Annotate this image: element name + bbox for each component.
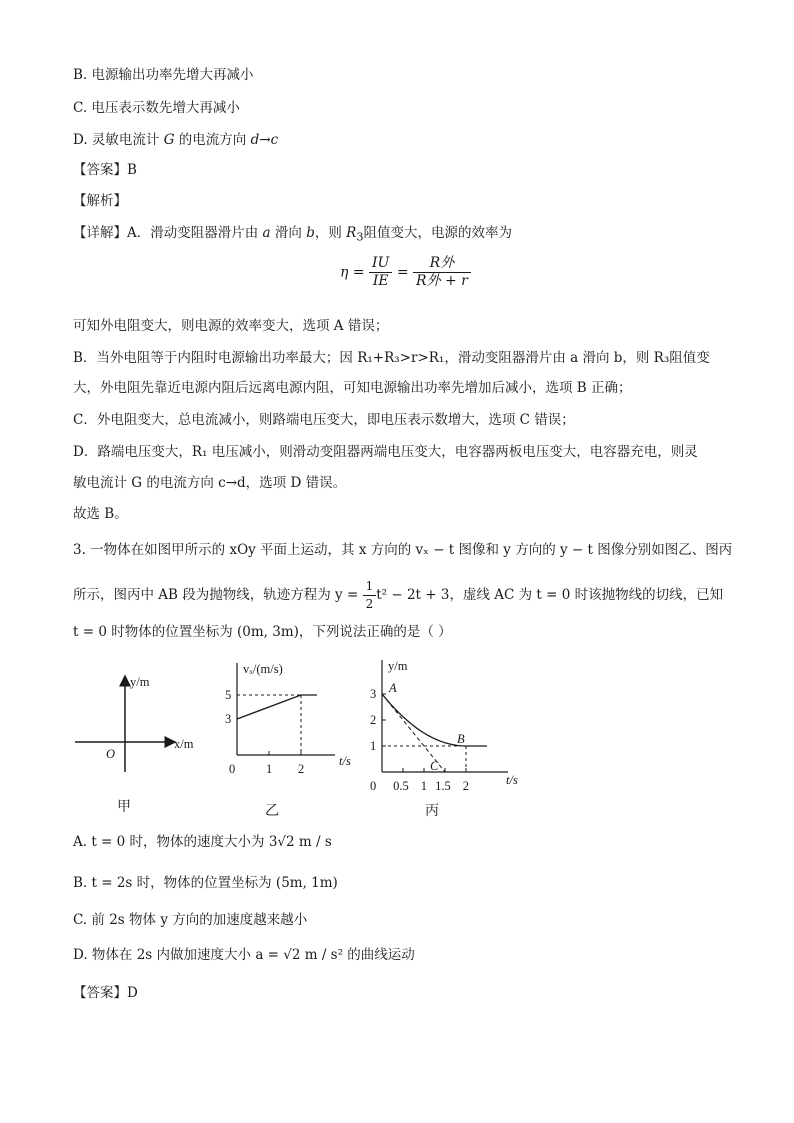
- detail-line-8: 故选 B。: [73, 506, 128, 522]
- y-tick-label: 2: [370, 713, 377, 727]
- analysis-label: 【解析】: [73, 193, 127, 209]
- x-axis-label: t/s: [506, 773, 518, 787]
- x-tick-label: 1.5: [435, 779, 451, 793]
- q3-stem-2: [73, 578, 723, 613]
- frac-numerator: IU: [369, 255, 392, 273]
- x-tick-label: 1: [420, 779, 427, 793]
- figure-bing: [360, 650, 530, 795]
- q3-stem-3: t = 0 时物体的位置坐标为 (0m, 3m)，下列说法正确的是（ ）: [73, 624, 452, 640]
- detail-line-2: 可知外电阻变大，则电源的效率变大，选项 A 错误；: [73, 318, 389, 334]
- y-axis-label: y/m: [388, 659, 408, 673]
- q3-option-b: B. t = 2s 时，物体的位置坐标为 (5m, 1m): [73, 875, 338, 891]
- fraction-iu-ie: [369, 255, 392, 290]
- point-c-label: C: [430, 759, 439, 773]
- frac-numerator: R外: [413, 255, 471, 273]
- caption-bing: 丙: [425, 803, 439, 819]
- y-tick-label: 1: [370, 739, 377, 753]
- point-b-label: B: [457, 732, 465, 746]
- y-tick-label: 3: [370, 687, 377, 701]
- ab-parabola: [382, 694, 487, 746]
- x-tick-label: 2: [462, 779, 469, 793]
- equals-sign: =: [352, 264, 365, 281]
- figure-jia: [70, 668, 210, 788]
- eta-symbol: η: [340, 264, 349, 281]
- caption-jia: 甲: [117, 799, 131, 815]
- caption-yi: 乙: [265, 803, 279, 819]
- x-axis-label: x/m: [174, 737, 194, 751]
- q3-answer-label: 【答案】D: [73, 985, 138, 1001]
- var-b: b: [306, 225, 315, 241]
- point-a-label: A: [389, 681, 397, 695]
- y-tick-label: 5: [225, 688, 232, 702]
- detail-text: 滑向: [270, 225, 307, 241]
- detail-text: 阻值变大，电源的效率为: [363, 225, 512, 241]
- var-r: R: [346, 225, 357, 241]
- detail-line-1: [73, 223, 512, 248]
- detail-line-7: 敏电流计 G 的电流方向 c→d，选项 D 错误。: [73, 475, 347, 491]
- option-c: C. 电压表示数先增大再减小: [73, 100, 240, 116]
- q3-stem-1: 3. 一物体在如图甲所示的 xOy 平面上运动，其 x 方向的 vₓ − t 图像和 y 方向的 y − t 图像分别如图乙、图丙: [73, 542, 733, 558]
- figure-yi: [215, 655, 365, 790]
- detail-line-3: B．当外电阻等于内阻时电源输出功率最大；因 R₁+R₃>r>R₁，滑动变阻器滑片由 a 滑向 b，则 R₃阻值变: [73, 350, 710, 366]
- x-tick-label: 0.5: [393, 779, 409, 793]
- x-tick-label: 1: [266, 762, 273, 776]
- subscript: 3: [356, 230, 364, 244]
- detail-line-5: C．外电阻变大，总电流减小，则路端电压变大，即电压表示数增大，选项 C 错误；: [73, 412, 575, 428]
- stem-text: 所示，图丙中 AB 段为抛物线，轨迹方程为 y =: [73, 587, 363, 603]
- option-d-prefix: D. 灵敏电流计: [73, 132, 164, 148]
- q3-option-a: A. t = 0 时，物体的速度大小为 3√2 m / s: [73, 834, 332, 850]
- answer-label: 【答案】B: [73, 162, 137, 178]
- x-tick-label: 0: [229, 762, 236, 776]
- y-axis-label: vₓ/(m/s): [243, 662, 283, 676]
- option-d: [73, 130, 278, 150]
- efficiency-formula: [340, 255, 471, 290]
- frac-denominator: R外 + r: [416, 273, 468, 289]
- q3-option-d: D. 物体在 2s 内做加速度大小 a = √2 m / s² 的曲线运动: [73, 947, 415, 963]
- q3-option-c: C. 前 2s 物体 y 方向的加速度越来越小: [73, 912, 308, 928]
- frac-denominator: 2: [365, 597, 374, 611]
- option-d-mid: 的电流方向: [174, 132, 251, 148]
- stem-text: t² − 2t + 3，虚线 AC 为 t = 0 时该抛物线的切线，已知: [376, 587, 724, 603]
- y-axis-label: y/m: [130, 675, 150, 689]
- frac-numerator: 1: [363, 578, 377, 596]
- fraction-r: [413, 255, 471, 290]
- detail-line-4: 大，外电阻先靠近电源内阻后远离电源内阻，可知电源输出功率先增加后减小，选项 B 正确；: [73, 380, 632, 396]
- vx-series-line: [237, 695, 317, 719]
- frac-denominator: IE: [372, 273, 389, 289]
- detail-text: ，则: [314, 225, 347, 241]
- option-b: B. 电源输出功率先增大再减小: [73, 67, 254, 83]
- y-tick-label: 3: [225, 712, 232, 726]
- detail-line-6: D．路端电压变大，R₁ 电压减小，则滑动变阻器两端电压变大，电容器两板电压变大，电容器充电，则灵: [73, 444, 698, 460]
- detail-text: 【详解】A．滑动变阻器滑片由: [73, 225, 263, 241]
- var-a: a: [262, 225, 271, 241]
- x-axis-label: t/s: [339, 754, 351, 768]
- galvanometer-symbol: G: [163, 132, 175, 148]
- fraction-half: [363, 578, 377, 613]
- origin-label: O: [106, 747, 116, 761]
- current-direction: d→c: [250, 132, 279, 148]
- equals-sign: =: [396, 264, 409, 281]
- x-tick-label: 2: [298, 762, 305, 776]
- x-tick-label: 0: [370, 779, 377, 793]
